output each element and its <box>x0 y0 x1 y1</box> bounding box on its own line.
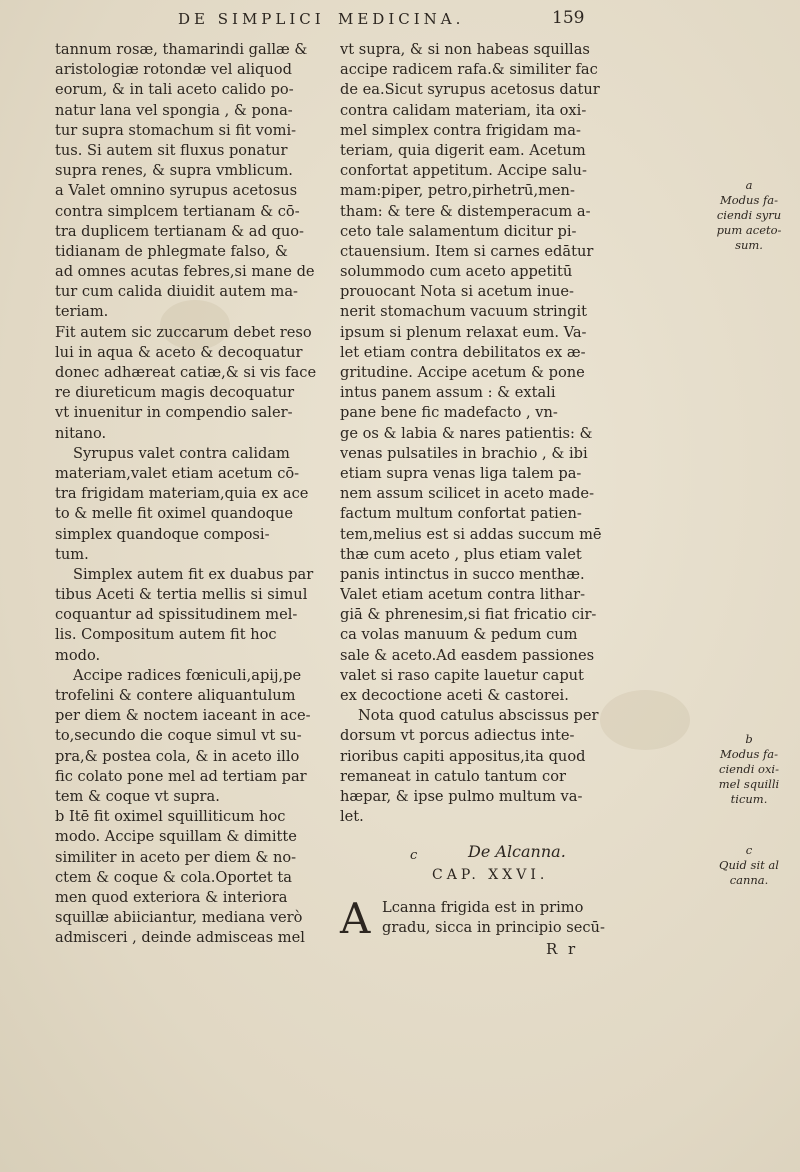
text-line: Nota quod catulus abscissus per <box>358 707 599 725</box>
margin-line: pum aceto- <box>716 223 782 237</box>
text-line: ex decoctione aceti & castorei. <box>340 687 569 704</box>
text-line: ctem & coque & cola.Oportet ta <box>55 868 292 886</box>
text-line: mam:piper, petro,pirhetrū,men- <box>340 182 575 200</box>
margin-line: ciendi oxi- <box>719 762 779 776</box>
text-line: donec adhæreat catiæ,& si vis face <box>55 364 317 381</box>
text-line: natur lana vel spongia , & pona- <box>55 101 293 119</box>
text-line: b Itē fit oximel squilliticum hoc <box>55 808 286 826</box>
margin-note-a <box>700 178 798 253</box>
text-line: factum multum confortat patien- <box>340 505 582 523</box>
text-line: giā & phrenesim,si fiat fricatio cir- <box>340 606 597 624</box>
text-line: fic colato pone mel ad tertiam par <box>55 767 307 785</box>
text-line: men quod exteriora & interiora <box>55 888 288 906</box>
text-line: tannum rosæ, thamarindi gallæ & <box>55 41 308 58</box>
text-line: Valet etiam acetum contra lithar- <box>340 586 586 604</box>
text-line: hæpar, & ipse pulmo multum va- <box>340 787 583 805</box>
text-line: confortat appetitum. Accipe salu- <box>340 162 587 180</box>
chapter-title: De Alcanna. <box>468 842 566 861</box>
margin-line: ciendi syru <box>716 208 782 222</box>
text-line: tem,melius est si addas succum mē <box>340 525 602 543</box>
margin-line: sum. <box>735 238 763 252</box>
text-line: Accipe radices fœniculi,apij,pe <box>73 666 302 684</box>
text-line: sale & aceto.Ad easdem passiones <box>340 646 595 664</box>
text-line: Fit autem sic zuccarum debet reso <box>55 323 312 341</box>
margin-line: ticum. <box>730 792 768 806</box>
text-line: simplex quandoque composi- <box>55 525 270 543</box>
margin-line: Modus fa- <box>719 193 779 207</box>
text-line: dorsum vt porcus adiectus inte- <box>340 727 575 745</box>
text-line: per diem & noctem iaceant in ace- <box>55 707 311 725</box>
text-line: trofelini & contere aliquantulum <box>55 687 296 704</box>
text-line: tidianam de phlegmate falso, & <box>55 242 288 260</box>
text-line: lis. Compositum autem fit hoc <box>55 626 277 644</box>
margin-letter: c <box>745 843 753 857</box>
text-line: tham: & tere & distemperacum a- <box>340 202 591 220</box>
text-line: de ea.Sicut syrupus acetosus datur <box>340 81 600 99</box>
text-line: valet si raso capite lauetur caput <box>340 666 584 684</box>
text-line: ca volas manuum & pedum cum <box>340 626 578 644</box>
text-line: a Valet omnino syrupus acetosus <box>55 182 298 200</box>
text-line: lui in aqua & aceto & decoquatur <box>55 343 303 361</box>
chapter-line: Lcanna frigida est in primo <box>382 899 584 916</box>
text-line: ceto tale salamentum dicitur pi- <box>340 222 577 240</box>
margin-line: Quid sit al <box>719 858 779 872</box>
header-left: DE SIMPLICI <box>178 10 325 28</box>
text-line: gritudine. Accipe acetum & pone <box>340 364 585 381</box>
chapter-number: CAP. XXVI. <box>432 867 549 883</box>
folio-number: 159 <box>552 8 585 28</box>
chapter-line: gradu, sicca in principio secū- <box>382 919 605 937</box>
margin-line: Modus fa- <box>719 747 779 761</box>
text-line: prouocant Nota si acetum inue- <box>340 283 574 301</box>
text-line: pra,& postea cola, & in aceto illo <box>55 747 300 765</box>
text-line: re diureticum magis decoquatur <box>55 384 295 402</box>
text-line: ctauensium. Item si carnes edātur <box>340 242 594 260</box>
text-line: teriam. <box>55 303 109 321</box>
text-line: tra duplicem tertianam & ad quo- <box>55 222 304 240</box>
text-line: ipsum si plenum relaxat eum. Va- <box>340 323 587 341</box>
signature-mark: R r <box>546 940 579 958</box>
text-line: mel simplex contra frigidam ma- <box>340 121 581 139</box>
text-line: Syrupus valet contra calidam <box>73 444 290 462</box>
right-column <box>340 40 632 827</box>
text-line: materiam,valet etiam acetum cō- <box>55 464 300 482</box>
running-header <box>0 10 800 40</box>
text-line: coquantur ad spissitudinem mel- <box>55 606 298 624</box>
text-line: venas pulsatiles in brachio , & ibi <box>340 444 588 462</box>
text-line: thæ cum aceto , plus etiam valet <box>340 545 582 563</box>
text-line: aristologiæ rotondæ vel aliquod <box>55 61 292 79</box>
text-line: panis intinctus in succo menthæ. <box>340 565 585 583</box>
text-line: similiter in aceto per diem & no- <box>55 848 297 866</box>
text-line: tus. Si autem sit fluxus ponatur <box>55 141 288 159</box>
text-line: tibus Aceti & tertia mellis si simul <box>55 586 308 604</box>
text-line: vt supra, & si non habeas squillas <box>340 41 590 58</box>
text-line: eorum, & in tali aceto calido po- <box>55 81 294 99</box>
text-line: let etiam contra debilitatos ex æ- <box>340 343 586 361</box>
text-line: intus panem assum : & extali <box>340 384 556 402</box>
text-line: tra frigidam materiam,quia ex ace <box>55 485 309 503</box>
text-line: Simplex autem fit ex duabus par <box>73 565 314 583</box>
text-line: admisceri , deinde admisceas mel <box>55 929 305 947</box>
text-line: to,secundo die coque simul vt su- <box>55 727 302 745</box>
margin-letter: b <box>745 732 753 746</box>
text-line: nem assum scilicet in aceto made- <box>340 485 595 503</box>
margin-note-b <box>700 732 798 807</box>
text-line: let. <box>340 808 364 826</box>
text-line: modo. Accipe squillam & dimitte <box>55 828 297 846</box>
text-line: contra calidam materiam, ita oxi- <box>340 101 587 119</box>
text-line: nitano. <box>55 424 107 442</box>
text-line: rioribus capiti appositus,ita quod <box>340 747 586 765</box>
text-line: ge os & labia & nares patientis: & <box>340 424 593 442</box>
text-line: to & melle fit oximel quandoque <box>55 505 294 523</box>
text-line: teriam, quia digerit eam. Acetum <box>340 141 586 159</box>
text-line: solummodo cum aceto appetitū <box>340 263 573 281</box>
text-line: tur cum calida diuidit autem ma- <box>55 283 298 301</box>
text-line: tem & coque vt supra. <box>55 787 220 805</box>
text-line: pane bene fic madefacto , vn- <box>340 404 558 422</box>
text-line: tur supra stomachum si fit vomi- <box>55 121 297 139</box>
text-line: supra renes, & supra vmblicum. <box>55 162 293 180</box>
text-line: nerit stomachum vacuum stringit <box>340 303 587 321</box>
left-column <box>55 40 345 948</box>
chapter-marker: c <box>410 848 418 863</box>
text-line: etiam supra venas liga talem pa- <box>340 464 582 482</box>
text-line: ad omnes acutas febres,si mane de <box>55 263 315 281</box>
text-line: tum. <box>55 545 89 563</box>
margin-line: canna. <box>729 873 769 887</box>
text-line: vt inuenitur in compendio saler- <box>55 404 293 422</box>
margin-line: mel squilli <box>718 777 780 791</box>
text-line: modo. <box>55 646 101 664</box>
chapter-body <box>382 898 605 938</box>
text-line: squillæ abiiciantur, mediana verò <box>55 909 303 927</box>
text-line: contra simplcem tertianam & cō- <box>55 202 300 220</box>
margin-note-c <box>700 843 798 888</box>
header-right: MEDICINA. <box>338 10 465 28</box>
dropcap-letter: A <box>340 894 371 943</box>
text-line: accipe radicem rafa.& similiter fac <box>340 61 598 79</box>
margin-letter: a <box>745 178 753 192</box>
text-line: remaneat in catulo tantum cor <box>340 767 566 785</box>
